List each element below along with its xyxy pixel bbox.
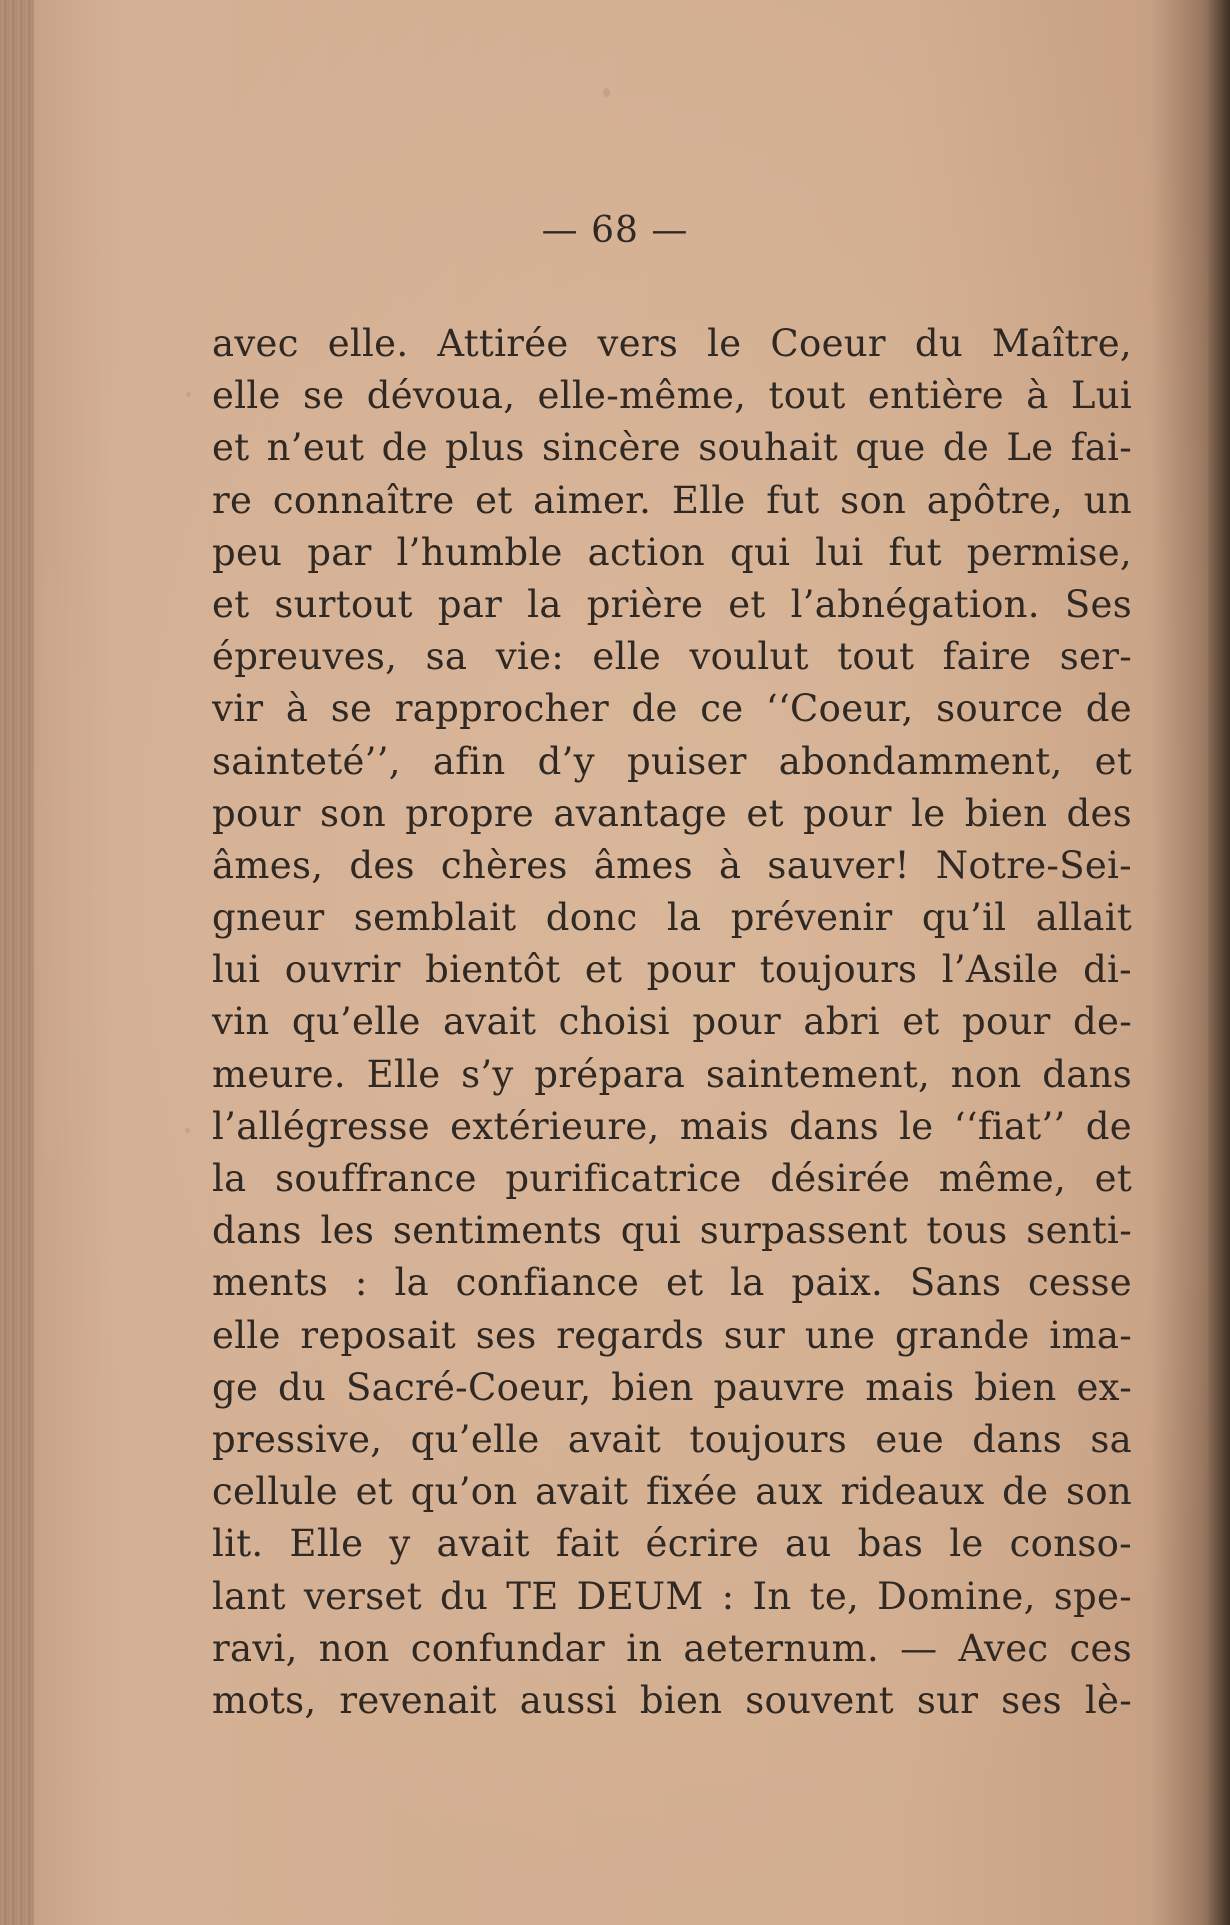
text-line: âmes, des chères âmes à sauver! Notre-Sei- <box>212 843 1132 887</box>
text-line: dans les sentiments qui surpassent tous senti- <box>212 1209 1132 1253</box>
body-text <box>212 318 1132 1727</box>
text-line: gneur semblait donc la prévenir qu’il allait <box>212 896 1132 940</box>
text-line: ments : la confiance et la paix. Sans cesse <box>212 1261 1132 1305</box>
text-line: cellule et qu’on avait fixée aux rideaux de son <box>212 1470 1132 1514</box>
text-line: épreuves, sa vie: elle voulut tout faire ser- <box>212 635 1132 679</box>
text-line: avec elle. Attirée vers le Coeur du Maître, <box>212 322 1132 365</box>
page-binding-edge <box>0 0 34 1925</box>
text-line: vin qu’elle avait choisi pour abri et pour de- <box>212 1000 1132 1044</box>
text-line: lant verset du TE DEUM : In te, Domine, spe- <box>212 1574 1132 1618</box>
text-line: et n’eut de plus sincère souhait que de Le fai- <box>212 426 1132 470</box>
text-line: pressive, qu’elle avait toujours eue dans sa <box>212 1417 1132 1461</box>
text-line: et surtout par la prière et l’abnégation. Ses <box>212 582 1132 626</box>
text-line: ge du Sacré-Coeur, bien pauvre mais bien ex- <box>212 1365 1132 1409</box>
text-line: elle se dévoua, elle-même, tout entière à Lui <box>212 374 1132 418</box>
text-line: mots, revenait aussi bien souvent sur ses lè- <box>212 1678 1132 1722</box>
page-outer-edge <box>1208 0 1230 1925</box>
text-line: vir à se rapprocher de ce ‘‘Coeur, source de <box>212 687 1132 731</box>
ink-spot <box>186 392 191 397</box>
text-line: pour son propre avantage et pour le bien des <box>212 791 1132 835</box>
text-line: peu par l’humble action qui lui fut permise, <box>212 530 1132 574</box>
ink-spot <box>185 1128 190 1133</box>
text-line: re connaître et aimer. Elle fut son apôtre, un <box>212 478 1132 522</box>
text-line: elle reposait ses regards sur une grande ima- <box>212 1313 1132 1357</box>
text-line: lui ouvrir bientôt et pour toujours l’Asile di- <box>212 948 1132 992</box>
page-number: — 68 — <box>541 210 689 251</box>
text-line: meure. Elle s’y prépara saintement, non dans <box>212 1052 1132 1096</box>
text-line: sainteté’’, afin d’y puiser abondamment, et <box>212 739 1132 783</box>
text-line: ravi, non confundar in aeternum. — Avec ces <box>212 1626 1132 1670</box>
ink-spot <box>603 88 610 97</box>
text-line: lit. Elle y avait fait écrire au bas le conso- <box>212 1522 1132 1566</box>
text-line: l’allégresse extérieure, mais dans le ‘‘fiat’’ de <box>212 1104 1132 1148</box>
text-line: la souffrance purificatrice désirée même, et <box>212 1157 1132 1200</box>
